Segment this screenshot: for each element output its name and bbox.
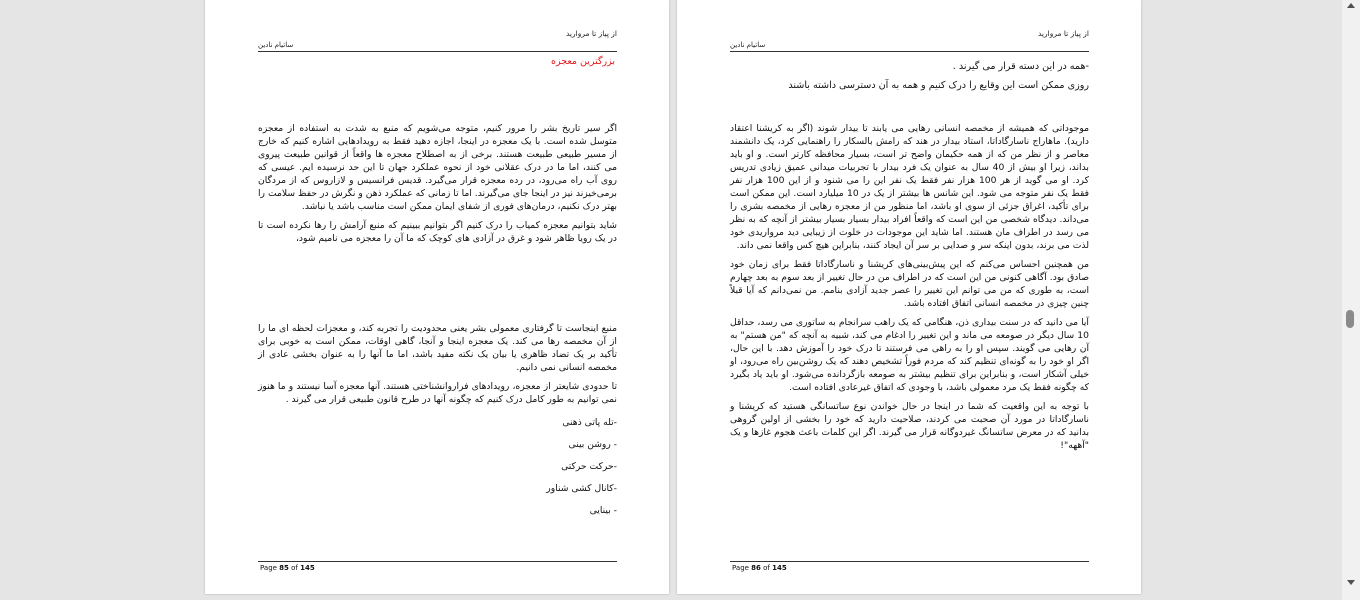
list-item: - روشن بینی	[568, 439, 617, 450]
header-author: ساتیام نادین	[730, 41, 766, 49]
body-text	[730, 122, 1089, 458]
page-footer: Page 85 of 145	[260, 564, 315, 572]
paragraph: آیا می دانید که در سنت بیداری ذن، هنگامی که یک راهب سرانجام به ساتوری می رسد، حداقل 10 سال دیگر در صومعه می ماند و این تغییر را ادغام می کند، شبیه به آنچه که "من هستم" به آن رهایی می گویند. سپس او را به راهی می فرستند تا درک خود را آموزش دهد. با این حال، اگر او خود را به گونه‌ای تنظیم کند که مردم فوراً تشخیص دهند که یک روشن‌بین راه می‌رود، او خیلی آشکار است، و بنابراین برای تنظیم بیشتر به صومعه بازگردانده می‌شود. او باید یاد بگیرد که چگونه فقط یک مرد معمولی باشد، با وجودی که اتفاق غیرعادی افتاده است.	[730, 317, 1089, 393]
intro-line: -همه در این دسته قرار می گیرند .	[952, 61, 1089, 72]
paragraph: شاید بتوانیم معجزه کمیاب را درک کنیم اگر بتوانیم ببینیم که منبع آرامش را رها نکرده است تا در یک رویا ظاهر شود و غرق در آزادی های کوچک که ما آن را معجزه می نامیم شود،	[258, 220, 617, 244]
page-footer: Page 86 of 145	[732, 564, 787, 572]
page-86	[677, 0, 1141, 594]
list-item: -کانال کشی شناور	[546, 483, 617, 494]
intro-line: روزی ممکن است این وقایع را درک کنیم و همه به آن دسترسی داشته باشند	[788, 80, 1089, 91]
paragraph: من همچنین احساس می‌کنم که این پیش‌بینی‌های کریشنا و ناسارگاداتا فقط برای زمان خود صادق بود. آگاهی کنونی من این است که در اطراف من در حال تغییر از بعد سوم به بعد چهارم است، به طوری که من می توانم این تغییر را عصر جدید آزادی بنامم. من نمی‌دانم که آیا قبلاً چنین چیزی در مخمصه انسانی اتفاق افتاده باشد.	[730, 259, 1089, 309]
scroll-down-arrow-icon[interactable]	[1347, 580, 1355, 585]
body-text-bottom	[258, 322, 617, 528]
list-item: -حرکت حرکتی	[561, 461, 617, 472]
header-book-title: از پیاز تا مروارید	[566, 29, 617, 38]
paragraph: موجوداتی که همیشه از مخمصه انسانی رهایی می یابند تا بیدار شوند (اگر به کریشنا اعتقاد دارید). ماهاراج ناسارگاداتا، استاد بیدار در هند که رامش بالسکار را راهنمایی کرد، یک دانشمند معاصر و از نظر من که از همه حکیمان واضح تر است، بسیار محافظه کارتر است. و او باید بداند، زیرا او بیش از 40 سال به عنوان یک فرد بیدار با تجربیات میدانی عمیق زیادی تدریس کرد. او می گوید از هر 100 هزار نفر فقط یک نفر این را می شنود و از این 100 هزار نفر فقط یک نفر متوجه می شود. این شانس ها بیشتر از یک در 10 میلیارد است. این ممکن است برای تأکید، اغراق جزئی از سوی او باشد، اما منظور من از معجزه رهایی از مخمصه بشری را می‌داند. دیدگاه شخصی من این است که واقعاً افراد بیدار بسیار بسیار بیشتر از آنچه که به نظر می رسد در اطراف مان هستند. اما شاید این موجودات در خلوت از زیبایی دید مرواریدی خود لذت می برند، بدون اینکه سر و صدایی بر سر آن ایجاد کنند، بنابراین هیچ کس واقعا نمی داند.	[730, 123, 1090, 251]
footer-rule	[730, 561, 1089, 562]
scroll-thumb[interactable]	[1346, 310, 1354, 328]
paragraph: اگر سیر تاریخ بشر را مرور کنیم، متوجه می‌شویم که منبع به شدت به استفاده از معجزه متوسل شده است. با یک معجزه در اینجا، اجازه دهید فقط به رویدادهایی اشاره کنیم که خارج از مسیر طبیعی طبیعت هستند. برخی از به اصطلاح معجزه ها واقعاً از قوانین طبیعت پیروی می کنند، اما ما در درک عقلانی خود از نحوه عملکرد جهان تا این حد نرسیده ایم. عیسی که روی آب راه می‌رود، در رده معجزه قرار می‌گیرد. قدیس فرانسیس و لازاروس که از مردگان برمی‌خیزند نیز در اینجا جای می‌گیرند. اما تا زمانی که عملکرد ذهن و نگرش در حفظ سلامت را بهتر درک نکنیم، درمان‌های فوری از شفای ایمان ممکن است مناسب باشد یا نباشد.	[258, 123, 617, 212]
scroll-up-arrow-icon[interactable]	[1347, 3, 1355, 8]
paragraph: منبع اینجاست تا گرفتاری معمولی بشر یعنی محدودیت را تجربه کند، و معجزات لحظه ای ما را از آن مخمصه رها می کند. یک معجزه اینجا و آنجا، گاهی اوقات، ممکن است به خوبی برای تأکید بر یک تضاد ظاهری یا بیان یک نکته مفید باشد، اما ما آنها را به عنوان بخشی عادی از مخمصه انسانی نمی دانیم.	[258, 323, 617, 373]
intro-lines	[730, 57, 1089, 95]
chapter-title: بزرگترین معجزه	[550, 56, 615, 67]
footer-rule	[258, 561, 617, 562]
paragraph: تا حدودی شایعتر از معجزه، رویدادهای فراروانشناختی هستند. آنها معجزه آسا نیستند و ما هنوز نمی توانیم به طور کامل درک کنیم که چگونه آنها در طرح قانون طبیعی قرار می گیرند .	[258, 381, 617, 405]
header-rule	[730, 51, 1089, 52]
paragraph: با توجه به این واقعیت که شما در اینجا در حال خواندن نوع ساتسانگی هستید که کریشنا و ناسارگاداتا در مورد آن صحبت می کردند، صلاحیت دارید که خود را بخشی از اولین گروهی بدانید که در معرض ساتسانگ غیردوگانه قرار می گیرند. اگر این کلمات باعث هجوم غازها و یک "آههه"!	[730, 401, 1089, 451]
page-85	[205, 0, 669, 594]
list-item: -تله پاتی ذهنی	[562, 417, 617, 428]
page-total: 145	[772, 564, 787, 572]
page-number: 85	[279, 564, 289, 572]
vertical-scrollbar[interactable]	[1342, 0, 1360, 600]
header-book-title: از پیاز تا مروارید	[1038, 29, 1089, 38]
list-item: - بینایی	[589, 505, 617, 516]
header-rule	[258, 51, 617, 52]
header-author: ساتیام نادین	[258, 41, 294, 49]
page-number: 86	[751, 564, 761, 572]
body-text-top	[258, 122, 617, 251]
page-total: 145	[300, 564, 315, 572]
phenomena-list	[258, 412, 617, 522]
